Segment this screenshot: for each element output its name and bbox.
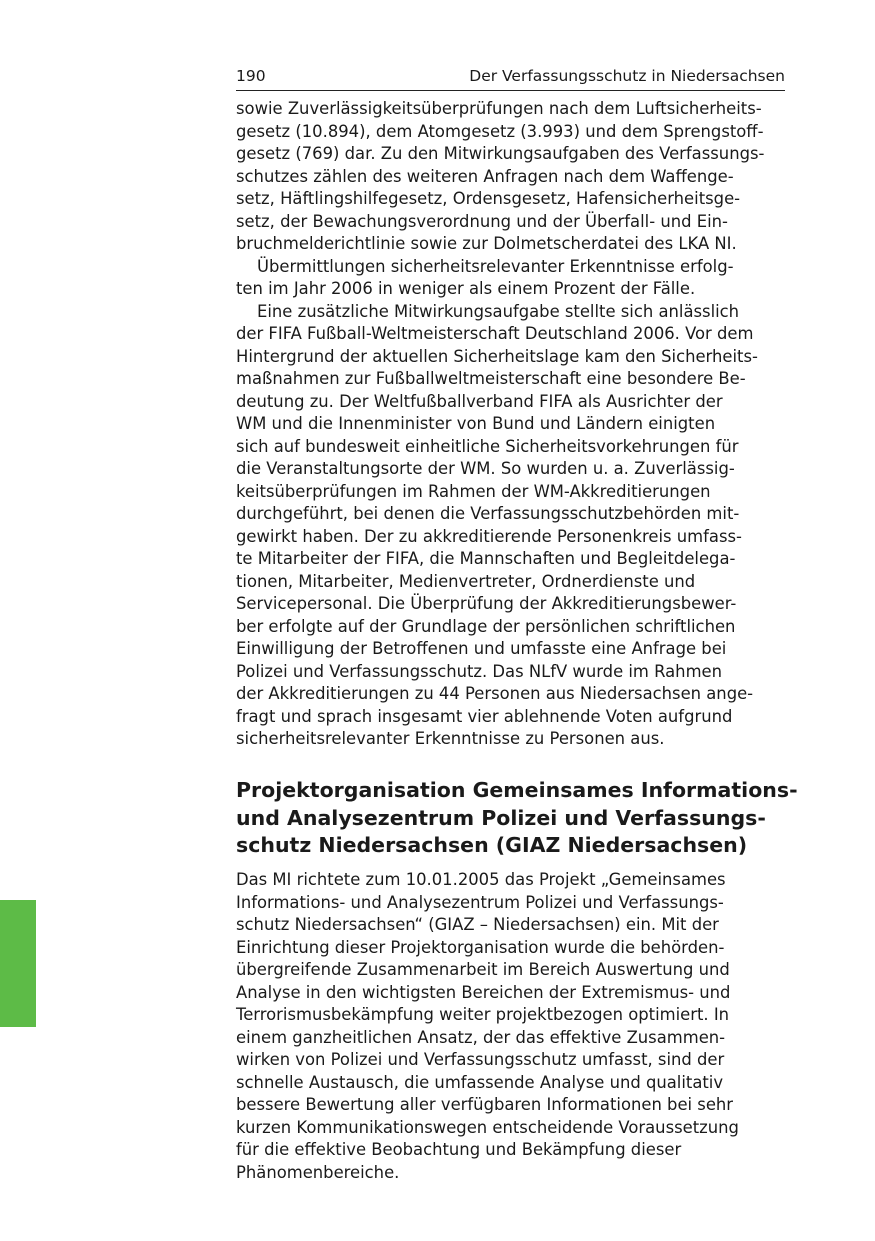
page-header: [236, 64, 785, 91]
text-line: sich auf bundesweit einheitliche Sicherheitsvorkehrungen für: [236, 436, 739, 456]
heading-line: schutz Niedersachsen (GIAZ Niedersachsen): [236, 833, 748, 857]
text-line: maßnahmen zur Fußballweltmeisterschaft eine besondere Be-: [236, 369, 746, 388]
chapter-side-tab: [0, 900, 36, 1027]
heading-line: und Analysezentrum Polizei und Verfassungs-: [236, 805, 766, 830]
text-line: übergreifende Zusammenarbeit im Bereich Auswertung und: [236, 960, 730, 979]
text-line: sowie Zuverlässigkeitsüberprüfungen nach dem Luftsicherheits-: [236, 99, 762, 118]
text-line: gesetz (10.894), dem Atomgesetz (3.993) und dem Sprengstoff-: [236, 121, 764, 141]
text-line: tionen, Mitarbeiter, Medienvertreter, Ordnerdienste und: [236, 571, 696, 591]
text-line: gewirkt haben. Der zu akkreditierende Personenkreis umfass-: [236, 526, 742, 546]
text-line: Analyse in den wichtigsten Bereichen der Extremismus- und: [236, 982, 731, 1002]
text-line: WM und die Innenminister von Bund und Ländern einigten: [236, 414, 716, 433]
page-number: 190: [236, 67, 266, 85]
text-line: Informations- und Analysezentrum Polizei und Verfassungs-: [236, 892, 724, 912]
text-line: der Akkreditierungen zu 44 Personen aus Niedersachsen ange-: [236, 684, 754, 703]
text-line: ten im Jahr 2006 in weniger als einem Prozent der Fälle.: [236, 279, 696, 298]
text-line: bessere Bewertung aller verfügbaren Informationen bei sehr: [236, 1095, 734, 1114]
text-line: Einwilligung der Betroffenen und umfasste eine Anfrage bei: [236, 639, 727, 658]
text-line: sicherheitsrelevanter Erkenntnisse zu Personen aus.: [236, 729, 665, 748]
text-line: Übermittlungen sicherheitsrelevanter Erkenntnisse erfolg-: [257, 256, 734, 276]
running-title: Der Verfassungsschutz in Niedersachsen: [469, 67, 785, 85]
text-line: schnelle Austausch, die umfassende Analyse und qualitativ: [236, 1072, 724, 1092]
body-text: [236, 98, 785, 751]
text-line: setz, der Bewachungsverordnung und der Überfall- und Ein-: [236, 211, 728, 231]
text-line: ber erfolgte auf der Grundlage der persönlichen schriftlichen: [236, 616, 736, 636]
text-line: die Veranstaltungsorte der WM. So wurden u. a. Zuverlässig-: [236, 459, 735, 478]
section-heading: [236, 777, 798, 860]
text-line: bruchmelderichtlinie sowie zur Dolmetscherdatei des LKA NI.: [236, 234, 737, 253]
text-line: Eine zusätzliche Mitwirkungsaufgabe stellte sich anlässlich: [257, 301, 740, 321]
text-line: Das MI richtete zum 10.01.2005 das Projekt „Gemeinsames: [236, 870, 726, 889]
text-line: setz, Häftlingshilfegesetz, Ordensgesetz, Hafensicherheitsge-: [236, 189, 741, 208]
text-line: te Mitarbeiter der FIFA, die Mannschaften und Begleitdelega-: [236, 549, 736, 568]
text-line: deutung zu. Der Weltfußballverband FIFA als Ausrichter der: [236, 391, 723, 411]
text-line: Terrorismusbekämpfung weiter projektbezogen optimiert. In: [236, 1005, 730, 1024]
text-line: schutz Niedersachsen“ (GIAZ – Niedersachsen) ein. Mit der: [236, 915, 719, 934]
text-line: wirken von Polizei und Verfassungsschutz umfasst, sind der: [236, 1050, 725, 1069]
text-line: schutzes zählen des weiteren Anfragen nach dem Waffenge-: [236, 166, 734, 186]
text-line: gesetz (769) dar. Zu den Mitwirkungsaufgaben des Verfassungs-: [236, 144, 765, 163]
text-line: kurzen Kommunikationswegen entscheidende Voraussetzung: [236, 1117, 739, 1137]
text-line: durchgeführt, bei denen die Verfassungsschutzbehörden mit-: [236, 504, 740, 523]
text-line: fragt und sprach insgesamt vier ablehnende Voten aufgrund: [236, 706, 733, 726]
text-line: Servicepersonal. Die Überprüfung der Akkreditierungsbewer-: [236, 594, 737, 613]
text-line: Einrichtung dieser Projektorganisation wurde die behörden-: [236, 937, 725, 957]
text-line: einem ganzheitlichen Ansatz, der das effektive Zusammen-: [236, 1027, 726, 1047]
text-line: keitsüberprüfungen im Rahmen der WM-Akkreditierungen: [236, 481, 711, 501]
section-body: [236, 869, 785, 1184]
text-line: Polizei und Verfassungsschutz. Das NLfV wurde im Rahmen: [236, 661, 723, 681]
text-line: der FIFA Fußball-Weltmeisterschaft Deutschland 2006. Vor dem: [236, 324, 754, 343]
heading-line: Projektorganisation Gemeinsames Informations-: [236, 778, 798, 802]
text-line: für die effektive Beobachtung und Bekämpfung dieser: [236, 1140, 682, 1159]
text-line: Hintergrund der aktuellen Sicherheitslage kam den Sicherheits-: [236, 346, 758, 366]
text-line: Phänomenbereiche.: [236, 1162, 400, 1182]
